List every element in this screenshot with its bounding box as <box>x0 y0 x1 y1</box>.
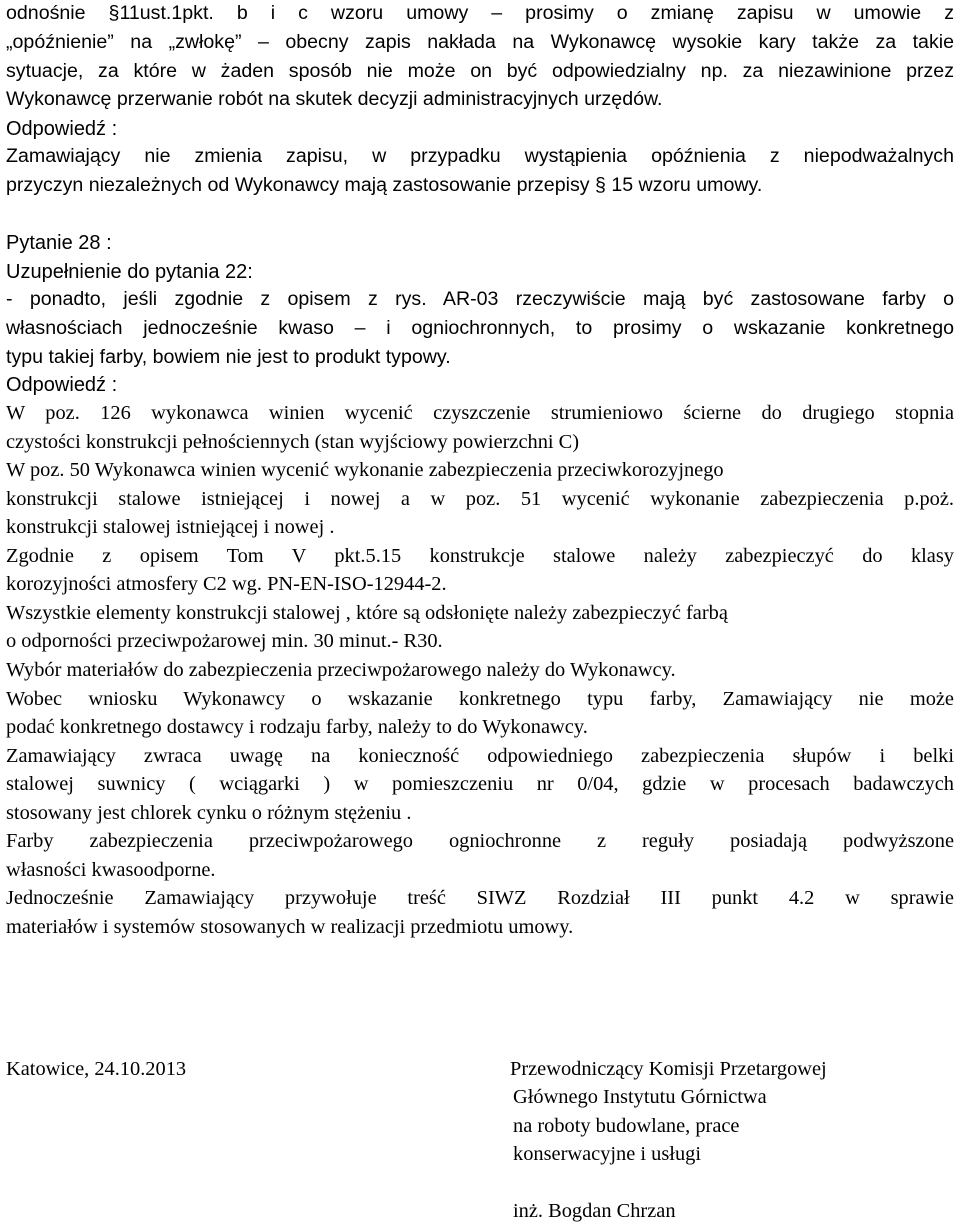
text-line: korozyjności atmosfery C2 wg. PN-EN-ISO-12944-2. <box>6 573 447 595</box>
text-line: stalowej suwnicy ( wciągarki ) w pomieszczeniu nr 0/04, gdzie w procesach badawczych <box>6 773 954 795</box>
text-line: Wybór materiałów do zabezpieczenia przeciwpożarowego należy do Wykonawcy. <box>6 659 676 681</box>
text-line: stosowany jest chlorek cynku o różnym stężeniu . <box>6 802 412 824</box>
text-line: materiałów i systemów stosowanych w realizacji przedmiotu umowy. <box>6 916 574 938</box>
text-line: o odporności przeciwpożarowej min. 30 minut.- R30. <box>6 630 443 652</box>
signatory-name: inż. Bogdan Chrzan <box>513 1200 676 1222</box>
place-date: Katowice, 24.10.2013 <box>6 1058 187 1080</box>
signature-line: Przewodniczący Komisji Przetargowej <box>510 1058 827 1080</box>
text-line: Wszystkie elementy konstrukcji stalowej , które są odsłonięte należy zabezpieczyć farbą <box>6 602 728 624</box>
text-line: czystości konstrukcji pełnościennych (stan wyjściowy powierzchni C) <box>6 431 580 453</box>
text-line: W poz. 50 Wykonawca winien wycenić wykonanie zabezpieczenia przeciwkorozyjnego <box>6 459 724 481</box>
text-line: Wykonawcę przerwanie robót na skutek decyzji administracyjnych urzędów. <box>6 88 663 110</box>
signature-line: konserwacyjne i usługi <box>513 1143 702 1165</box>
text-line: Zgodnie z opisem Tom V pkt.5.15 konstrukcje stalowe należy zabezpieczyć do klasy <box>6 545 954 567</box>
text-line: podać konkretnego dostawcy i rodzaju farby, należy to do Wykonawcy. <box>6 716 588 738</box>
text-line: Jednocześnie Zamawiający przywołuje treść SIWZ Rozdział III punkt 4.2 w sprawie <box>6 887 954 909</box>
answer-heading: Odpowiedź : <box>6 374 118 396</box>
text-line: konstrukcji stalowe istniejącej i nowej a w poz. 51 wycenić wykonanie zabezpieczenia p.poż. <box>6 488 954 510</box>
text-line: konstrukcji stalowej istniejącej i nowej . <box>6 516 335 538</box>
text-line: odnośnie §11ust.1pkt. b i c wzoru umowy – prosimy o zmianę zapisu w umowie z <box>6 2 954 24</box>
text-line: Farby zabezpieczenia przeciwpożarowego ogniochronne z reguły posiadają podwyższone <box>6 830 954 852</box>
signature-line: na roboty budowlane, prace <box>513 1115 740 1137</box>
text-line: Zamawiający nie zmienia zapisu, w przypadku wystąpienia opóźnienia z niepodważalnych <box>6 145 954 167</box>
question-heading: Pytanie 28 : <box>6 232 112 254</box>
text-line: typu takiej farby, bowiem nie jest to produkt typowy. <box>6 346 451 368</box>
text-line: własności kwasoodporne. <box>6 859 216 881</box>
text-line: „opóźnienie” na „zwłokę” – obecny zapis nakłada na Wykonawcę wysokie kary także za takie <box>6 31 954 53</box>
text-line: Wobec wniosku Wykonawcy o wskazanie konkretnego typu farby, Zamawiający nie może <box>6 688 954 710</box>
text-line: przyczyn niezależnych od Wykonawcy mają zastosowanie przepisy § 15 wzoru umowy. <box>6 174 763 196</box>
text-line: sytuacje, za które w żaden sposób nie może on być odpowiedzialny np. za niezawinione przez <box>6 60 954 82</box>
text-line: własnościach jednocześnie kwaso – i ogniochronnych, to prosimy o wskazanie konkretnego <box>6 317 954 339</box>
text-line: W poz. 126 wykonawca winien wycenić czyszczenie strumieniowo ścierne do drugiego stopnia <box>6 402 954 424</box>
question-subheading: Uzupełnienie do pytania 22: <box>6 261 253 283</box>
answer-heading: Odpowiedź : <box>6 118 118 140</box>
text-line: Zamawiający zwraca uwagę na konieczność odpowiedniego zabezpieczenia słupów i belki <box>6 745 954 767</box>
signature-line: Głównego Instytutu Górnictwa <box>513 1086 767 1108</box>
text-line: - ponadto, jeśli zgodnie z opisem z rys. AR-03 rzeczywiście mają być zastosowane farby o <box>6 288 954 310</box>
